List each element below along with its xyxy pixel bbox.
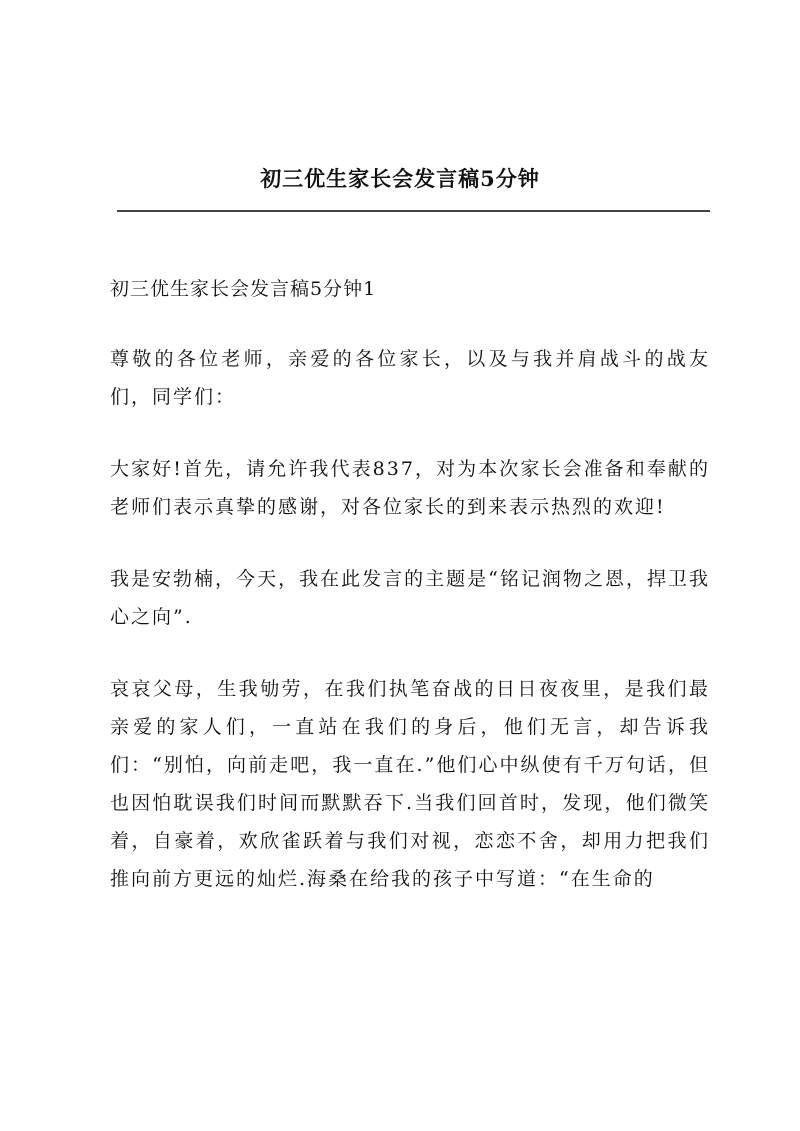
document-body xyxy=(110,270,710,932)
paragraph-welcome: 大家好!首先，请允许我代表837，对为本次家长会准备和奉献的老师们表示真挚的感谢，对各位家长的到来表示热烈的欢迎! xyxy=(110,458,710,518)
document-title: 初三优生家长会发言稿5分钟 xyxy=(260,166,540,191)
paragraph-parents: 哀哀父母，生我劬劳，在我们执笔奋战的日日夜夜里，是我们最亲爱的家人们，一直站在我们的身后，他们无言，却告诉我们：“别怕，向前走吧，我一直在.”他们心中纵使有千万句话，但也因怕耽误我们时间而默默吞下.当我们回首时，发现，他们微笑着，自豪着，欢欣雀跃着与我们对视，恋恋不舍，却用力把我们推向前方更远的灿烂.海桑在给我的孩子中写道：“在生命的 xyxy=(110,678,710,890)
paragraph-greeting: 尊敬的各位老师，亲爱的各位家长，以及与我并肩战斗的战友们，同学们： xyxy=(110,348,710,408)
section-heading: 初三优生家长会发言稿5分钟1 xyxy=(110,278,377,300)
paragraph-theme: 我是安勃楠，今天，我在此发言的主题是“铭记润物之恩，捍卫我心之向”. xyxy=(110,568,710,628)
title-divider xyxy=(117,210,710,212)
